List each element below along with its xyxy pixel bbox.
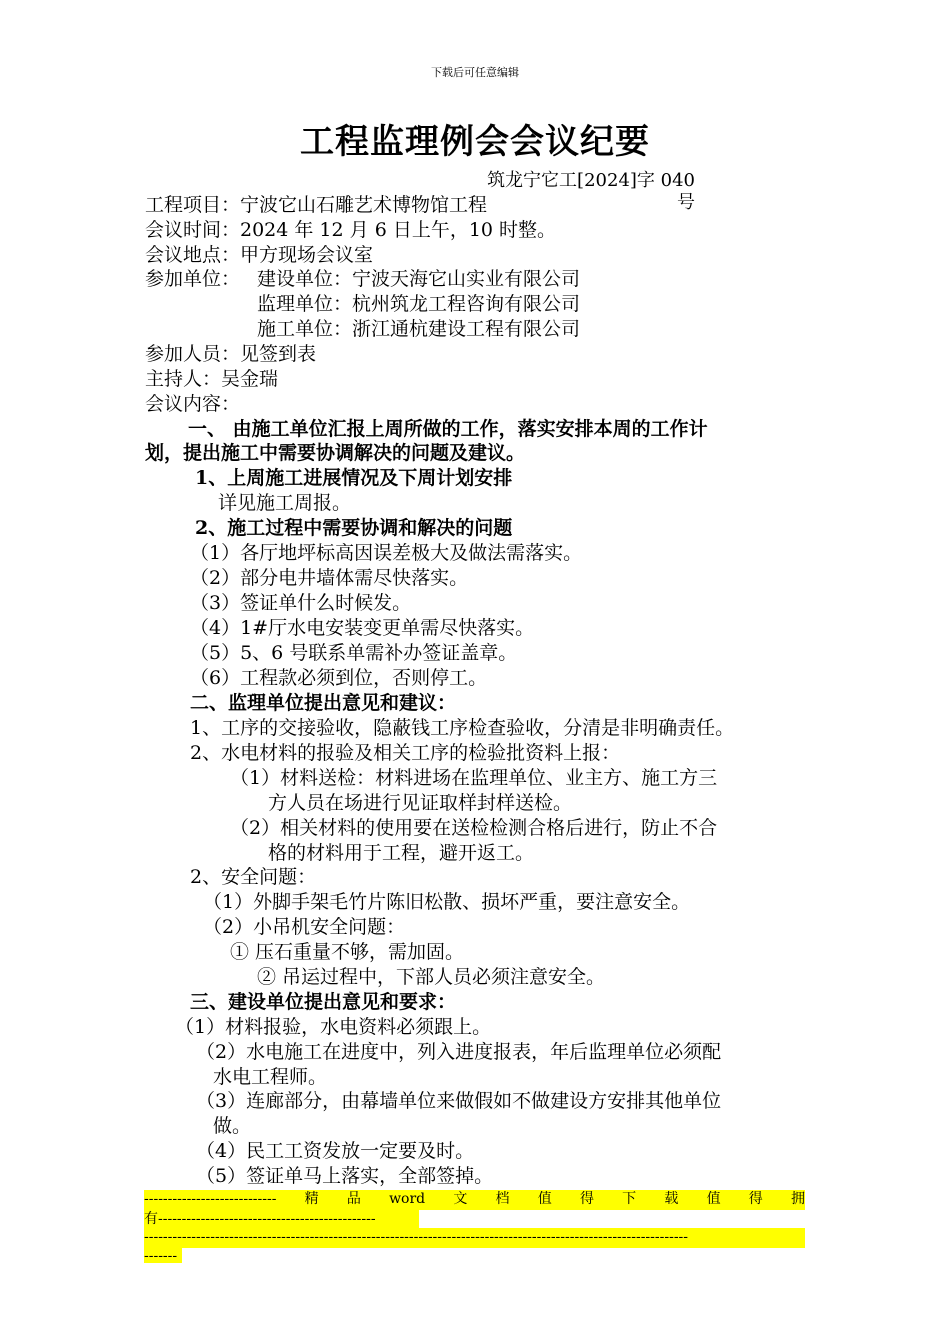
issue-item-3: （3）签证单什么时候发。 <box>190 592 412 614</box>
footer-word: 载 <box>664 1191 679 1207</box>
footer-banner-line-2: 有---------------------------------------------- <box>144 1210 419 1228</box>
safety-item-2-a: ① 压石重量不够，需加固。 <box>230 941 465 963</box>
footer-word: 档 <box>495 1191 510 1207</box>
footer-banner-line-1 <box>144 1190 805 1210</box>
project-line: 工程项目：宁波它山石雕艺术博物馆工程 <box>145 194 488 216</box>
safety-item-2-b: ② 吊运过程中，下部人员必须注意安全。 <box>257 966 606 988</box>
footer-word: 拥 <box>790 1191 805 1207</box>
owner-item-5: （5）签证单马上落实，全部签掉。 <box>196 1165 494 1187</box>
issue-item-1: （1）各厅地坪标高因误差极大及做法需落实。 <box>190 542 583 564</box>
issue-item-6: （6）工程款必须到位，否则停工。 <box>190 667 488 689</box>
footer-word: 值 <box>706 1191 721 1207</box>
issue-item-5: （5）5、6 号联系单需补办签证盖章。 <box>190 642 518 664</box>
unit-construct-line: 施工单位：浙江通杭建设工程有限公司 <box>257 318 581 340</box>
meeting-place-line: 会议地点：甲方现场会议室 <box>145 244 374 266</box>
footer-banner-line-3: ------------------------------------------------------------------------------------------------------------------- <box>144 1228 805 1248</box>
section-3-heading: 三、建设单位提出意见和要求： <box>190 991 457 1013</box>
participating-units-label: 参加单位： <box>145 268 241 290</box>
unit-build-line: 建设单位：宁波天海它山实业有限公司 <box>257 268 581 290</box>
footer-word: 文 <box>453 1191 468 1207</box>
owner-item-3a: （3）连廊部分，由幕墙单位来做假如不做建设方安排其他单位 <box>196 1090 722 1112</box>
issue-item-4: （4）1#厅水电安装变更单需尽快落实。 <box>190 617 535 639</box>
owner-item-2a: （2）水电施工在进度中，列入进度报表，年后监理单位必须配 <box>196 1041 722 1063</box>
supervision-point-2-1b: 方人员在场进行见证取样封样送检。 <box>268 792 573 814</box>
document-number: 筑龙宁它工[2024]字 040 号 <box>487 170 695 213</box>
footer-word: 得 <box>748 1191 763 1207</box>
footer-dashes: ---------------------------- <box>144 1191 277 1207</box>
owner-item-1: （1）材料报验，水电资料必须跟上。 <box>175 1016 492 1038</box>
section-1-heading-a: 一、 由施工单位汇报上周所做的工作，落实安排本周的工作计 <box>188 418 708 440</box>
owner-item-2b: 水电工程师。 <box>213 1066 328 1088</box>
footer-word: 得 <box>579 1191 594 1207</box>
footer-word: 下 <box>622 1191 637 1207</box>
unit-supervise-line: 监理单位：杭州筑龙工程咨询有限公司 <box>257 293 581 315</box>
section-1-sub-1: 1、上周施工进展情况及下周计划安排 <box>195 467 513 489</box>
section-2-heading: 二、监理单位提出意见和建议： <box>190 692 457 714</box>
safety-heading: 2、安全问题： <box>190 866 317 888</box>
owner-item-3b: 做。 <box>213 1115 252 1137</box>
safety-item-2: （2）小吊机安全问题： <box>203 916 406 938</box>
footer-word: 品 <box>346 1191 361 1207</box>
page-header-note: 下载后可任意编辑 <box>431 66 519 79</box>
owner-item-4: （4）民工工资发放一定要及时。 <box>196 1140 475 1162</box>
host-line: 主持人：吴金瑞 <box>145 368 279 390</box>
content-label: 会议内容： <box>145 393 241 415</box>
supervision-point-1: 1、工序的交接验收，隐蔽钱工序检查验收，分清是非明确责任。 <box>190 717 735 739</box>
document-title: 工程监理例会会议纪要 <box>300 122 650 162</box>
section-1-heading-b: 划，提出施工中需要协调解决的问题及建议。 <box>145 442 526 464</box>
safety-item-1: （1）外脚手架毛竹片陈旧松散、损坏严重，要注意安全。 <box>203 891 691 913</box>
section-1-sub-1-text: 详见施工周报。 <box>218 492 352 514</box>
meeting-time-line: 会议时间：2024 年 12 月 6 日上午，10 时整。 <box>145 219 557 241</box>
footer-word: 精 <box>304 1191 319 1207</box>
section-1-sub-2: 2、施工过程中需要协调和解决的问题 <box>195 517 513 539</box>
issue-item-2: （2）部分电井墙体需尽快落实。 <box>190 567 469 589</box>
participants-line: 参加人员：见签到表 <box>145 343 317 365</box>
supervision-point-2: 2、水电材料的报验及相关工序的检验批资料上报： <box>190 742 621 764</box>
supervision-point-2-2b: 格的材料用于工程，避开返工。 <box>268 842 535 864</box>
footer-word: 值 <box>537 1191 552 1207</box>
supervision-point-2-1a: （1）材料送检：材料进场在监理单位、业主方、施工方三 <box>230 767 718 789</box>
footer-word: word <box>389 1191 426 1207</box>
footer-banner-line-4: ------- <box>144 1247 182 1263</box>
supervision-point-2-2a: （2）相关材料的使用要在送检检测合格后进行，防止不合 <box>230 817 718 839</box>
